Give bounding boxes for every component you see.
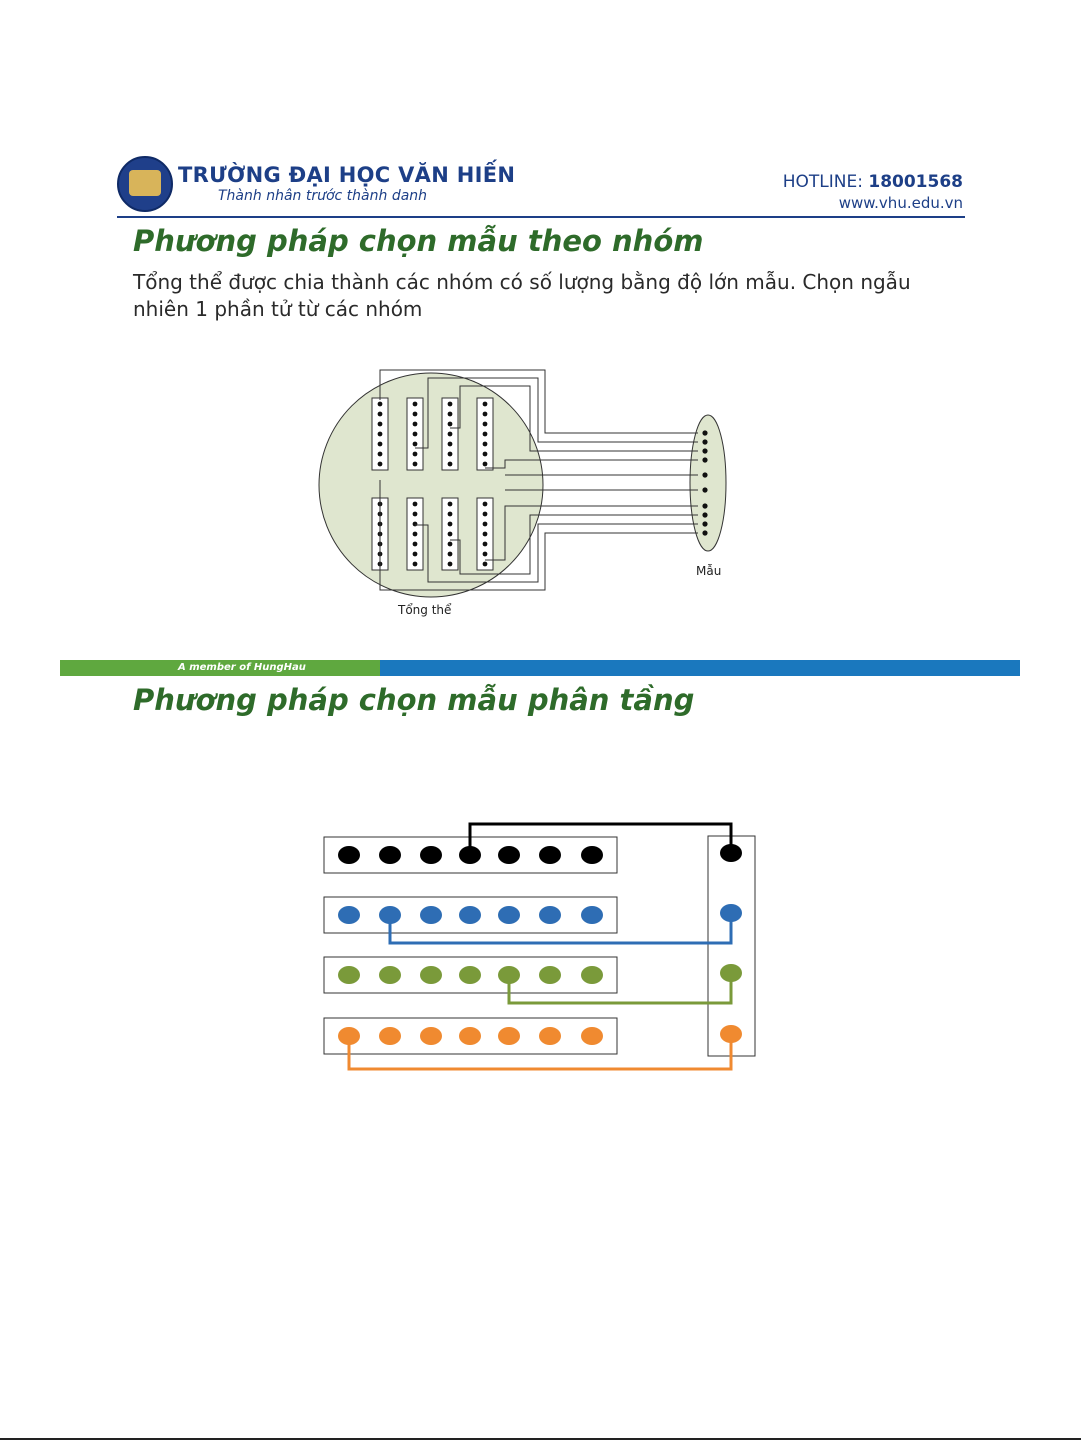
group-element-dot [413, 462, 418, 467]
stratum-element [498, 846, 520, 864]
group-element-dot [448, 562, 453, 567]
sample-element-dot [702, 472, 707, 477]
header-divider [117, 216, 965, 218]
sample-element-dot [702, 512, 707, 517]
group-element-dot [448, 412, 453, 417]
sample-element-dot [702, 503, 707, 508]
sample-element-dot [702, 530, 707, 535]
strata-rows [324, 837, 742, 1054]
group-element-dot [448, 462, 453, 467]
sample-element-dot [702, 521, 707, 526]
group-element-dot [483, 562, 488, 567]
stratum-element [459, 906, 481, 924]
group-element-dot [483, 422, 488, 427]
stratum-element [539, 846, 561, 864]
group-element-dot [413, 562, 418, 567]
group-element-dot [483, 412, 488, 417]
sample-element-dot [702, 439, 707, 444]
stratum-element [379, 846, 401, 864]
sample-element-dot [702, 448, 707, 453]
group-element-dot [448, 502, 453, 507]
stratum-element [581, 906, 603, 924]
group-element-dot [483, 432, 488, 437]
group-element-dot [448, 442, 453, 447]
group-element-dot [448, 452, 453, 457]
group-element-dot [413, 512, 418, 517]
group-element-dot [448, 512, 453, 517]
group-element-dot [483, 552, 488, 557]
stratum-element [379, 1027, 401, 1045]
logo-emblem-icon [129, 170, 161, 196]
group-element-dot [448, 522, 453, 527]
website-url: www.vhu.edu.vn [838, 194, 963, 212]
stratum-element [581, 1027, 603, 1045]
group-element-dot [378, 462, 383, 467]
stratum-element [420, 966, 442, 984]
stratum-element [581, 846, 603, 864]
hotline [783, 172, 963, 192]
banner-blue-strip [380, 660, 1020, 676]
group-element-dot [413, 452, 418, 457]
group-element-dot [413, 532, 418, 537]
group-element-dot [378, 452, 383, 457]
sample-label: Mẫu [696, 564, 722, 578]
population-circle [319, 373, 543, 597]
stratum-element [539, 906, 561, 924]
stratum-element [379, 966, 401, 984]
group-element-dot [413, 402, 418, 407]
group-element-dot [378, 442, 383, 447]
group-element-dot [483, 462, 488, 467]
group-element-dot [413, 502, 418, 507]
group-element-dot [448, 422, 453, 427]
hotline-number: 18001568 [868, 172, 963, 192]
group-element-dot [413, 422, 418, 427]
group-element-dot [448, 402, 453, 407]
university-name: TRƯỜNG ĐẠI HỌC VĂN HIẾN [178, 163, 516, 187]
sample-element-dot [702, 457, 707, 462]
group-element-dot [448, 542, 453, 547]
group-element-dot [413, 432, 418, 437]
stratum-element [581, 966, 603, 984]
university-logo [117, 156, 173, 212]
stratum-element [338, 846, 360, 864]
group-element-dot [483, 442, 488, 447]
group-element-dot [378, 422, 383, 427]
section2-title: Phương pháp chọn mẫu phân tầng [133, 683, 695, 717]
group-element-dot [483, 512, 488, 517]
stratum-element [498, 1027, 520, 1045]
hotline-label: HOTLINE: [782, 172, 863, 192]
group-element-dot [483, 452, 488, 457]
group-element-dot [483, 402, 488, 407]
sample-column-box [708, 836, 755, 1056]
stratum-element [338, 966, 360, 984]
group-element-dot [378, 432, 383, 437]
group-element-dot [483, 532, 488, 537]
university-motto: Thành nhân trước thành danh [218, 188, 428, 204]
stratum-element [420, 906, 442, 924]
stratum-element [539, 966, 561, 984]
group-element-dot [448, 532, 453, 537]
page-bottom-rule [0, 1438, 1081, 1440]
stratum-element [459, 966, 481, 984]
group-element-dot [413, 442, 418, 447]
group-element-dot [378, 412, 383, 417]
group-element-dot [448, 432, 453, 437]
section1-description: Tổng thể được chia thành các nhóm có số lượng bằng độ lớn mẫu. Chọn ngẫu nhiên 1 phần tử từ các nhóm [133, 270, 911, 321]
group-element-dot [483, 522, 488, 527]
stratum-element [498, 906, 520, 924]
stratum-element [338, 906, 360, 924]
group-element-dot [483, 542, 488, 547]
group-element-dot [448, 552, 453, 557]
group-element-dot [413, 552, 418, 557]
sample-ellipse [690, 415, 726, 551]
section1-title: Phương pháp chọn mẫu theo nhóm [133, 224, 704, 258]
stratum-element [420, 846, 442, 864]
stratum-element [420, 1027, 442, 1045]
cluster-sampling-diagram [300, 360, 760, 630]
sample-element-dot [702, 430, 707, 435]
stratum-element [539, 1027, 561, 1045]
group-element-dot [483, 502, 488, 507]
group-element-dot [378, 402, 383, 407]
banner-text: A member of HungHau [178, 662, 306, 673]
stratum-element [459, 1027, 481, 1045]
population-label: Tổng thể [398, 603, 452, 617]
group-element-dot [413, 542, 418, 547]
group-element-dot [413, 522, 418, 527]
stratified-sampling-diagram [310, 815, 770, 1085]
group-element-dot [413, 412, 418, 417]
sample-element-dot [702, 487, 707, 492]
